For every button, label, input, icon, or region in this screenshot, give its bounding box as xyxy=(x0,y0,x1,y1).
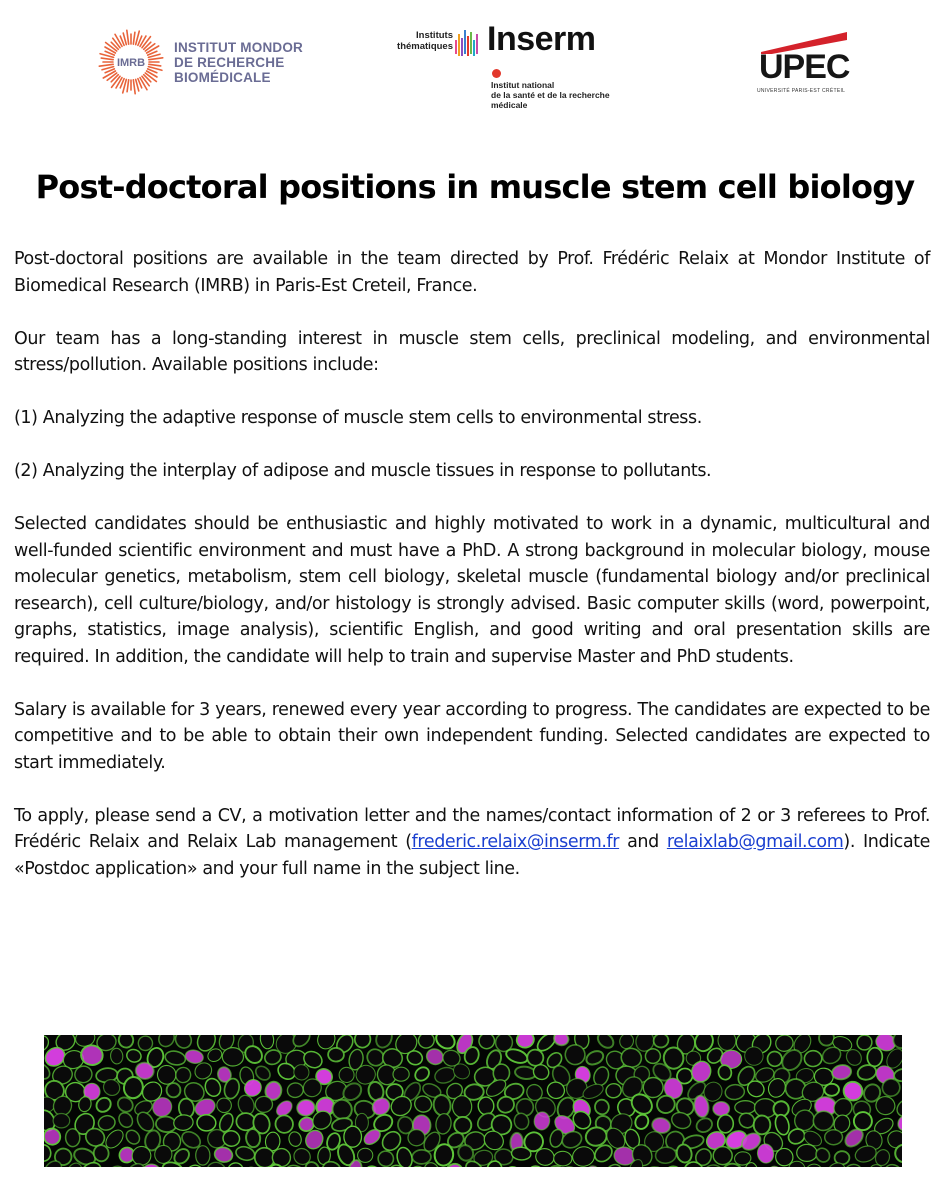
muscle-fiber xyxy=(476,1035,497,1052)
muscle-fiber xyxy=(584,1049,605,1067)
muscle-fiber xyxy=(222,1047,244,1066)
apply-text: To apply, please send a CV, a motivation letter and the names/contact information of 2 or 3 referees to Prof. Frédéric Relaix and Relaix Lab management ( xyxy=(14,805,930,852)
muscle-fiber xyxy=(504,1166,521,1167)
muscle-fiber xyxy=(245,1128,261,1148)
imrb-emblem-icon xyxy=(98,29,164,95)
muscle-fiber xyxy=(357,1148,372,1162)
muscle-fiber xyxy=(124,1128,143,1147)
muscle-fiber xyxy=(395,1146,414,1167)
muscle-fiber xyxy=(804,1050,822,1067)
muscle-fiber xyxy=(197,1114,217,1131)
muscle-fiber xyxy=(553,1151,572,1166)
muscle-fiber xyxy=(652,1035,670,1049)
announcement-body xyxy=(14,246,930,909)
muscle-fiber xyxy=(288,1131,303,1148)
muscle-fiber xyxy=(117,1035,134,1049)
inserm-wordmark: Inserm xyxy=(487,20,596,58)
muscle-fiber xyxy=(753,1115,771,1135)
muscle-fiber xyxy=(53,1113,70,1128)
magenta-fiber xyxy=(552,1035,569,1047)
position-1-paragraph: (1) Analyzing the adaptive response of muscle stem cells to environmental stress. xyxy=(14,408,702,428)
muscle-fiber xyxy=(354,1035,372,1049)
magenta-fiber xyxy=(645,1165,668,1167)
muscle-fiber xyxy=(594,1099,610,1116)
magenta-fiber xyxy=(296,1098,316,1117)
upec-wordmark: UPEC xyxy=(759,48,850,86)
position-2-paragraph: (2) Analyzing the interplay of adipose and muscle tissues in response to pollutants. xyxy=(14,461,712,481)
email-link-inserm[interactable]: frederic.relaix@inserm.fr xyxy=(411,832,620,852)
muscle-fiber xyxy=(724,1084,745,1101)
muscle-fiber xyxy=(773,1113,791,1136)
muscle-fibers-illustration xyxy=(44,1035,902,1167)
muscle-section-image xyxy=(44,1035,902,1167)
muscle-fiber xyxy=(434,1113,452,1135)
imrb-name xyxy=(174,40,303,85)
muscle-fiber xyxy=(478,1097,495,1116)
muscle-fiber xyxy=(172,1035,194,1051)
inserm-logo xyxy=(395,20,630,110)
muscle-fiber xyxy=(166,1083,180,1097)
muscle-fiber xyxy=(717,1114,734,1133)
magenta-fiber xyxy=(515,1035,535,1049)
muscle-fiber xyxy=(110,1048,124,1065)
apply-text: ). Indicate «Postdoc application» and your full name in the subject line. xyxy=(14,832,930,879)
magenta-fiber xyxy=(766,1166,782,1167)
muscle-fiber xyxy=(164,1049,187,1066)
muscle-fiber xyxy=(393,1067,410,1082)
muscle-fiber xyxy=(735,1101,756,1115)
instituts-bars-icon xyxy=(455,28,481,58)
inserm-subtitle-line: de la santé et de la recherche médicale xyxy=(491,90,610,110)
muscle-fiber xyxy=(766,1050,784,1068)
muscle-fiber xyxy=(116,1110,135,1130)
inserm-red-dot-icon xyxy=(492,69,501,78)
intro-paragraph: Post-doctoral positions are available in the team directed by Prof. Frédéric Relaix at Mondor Institute of Biomedical Research (IMRB) in Paris-Est Creteil, France. xyxy=(14,249,930,296)
muscle-fiber xyxy=(511,1147,531,1161)
candidates-paragraph: Selected candidates should be enthusiastic and highly motivated to work in a dynamic, multicultural and well-funded scientific environment and must have a PhD. A strong background in molecular biology, mouse molecular genetics, metabolism, stem cell biology, skeletal muscle (fundamental biology and/or preclinical research), cell culture/biology, and/or histology is strongly advised. Basic computer skills (word, powerpoint, graphs, statistics, image analysis), scientific English, and good writing and oral presentation skills are required. In addition, the candidate will help to train and supervise Master and PhD students. xyxy=(14,514,930,667)
email-link-gmail[interactable]: relaixlab@gmail.com xyxy=(666,832,844,852)
apply-text: and xyxy=(619,832,667,852)
interest-paragraph: Our team has a long-standing interest in muscle stem cells, preclinical modeling, and environmental stress/pollution. Available positions include: xyxy=(14,328,930,375)
muscle-fiber xyxy=(824,1129,842,1145)
muscle-fiber xyxy=(196,1146,210,1165)
muscle-fiber xyxy=(259,1035,275,1050)
muscle-fiber xyxy=(104,1163,129,1167)
muscle-fiber xyxy=(605,1082,623,1099)
muscle-fiber xyxy=(156,1035,177,1049)
muscle-fiber xyxy=(453,1096,472,1118)
muscle-fiber xyxy=(44,1144,52,1163)
muscle-fiber xyxy=(363,1165,383,1167)
muscle-fiber xyxy=(571,1145,595,1167)
muscle-fiber xyxy=(373,1035,394,1050)
upec-subtitle: UNIVERSITÉ PARIS-EST CRÉTEIL xyxy=(757,88,846,94)
page-title: Post-doctoral positions in muscle stem cell biology xyxy=(35,168,915,206)
muscle-fiber xyxy=(664,1165,683,1167)
muscle-fiber xyxy=(853,1111,873,1131)
upec-logo xyxy=(755,30,850,102)
muscle-fiber xyxy=(412,1150,431,1164)
muscle-fiber xyxy=(328,1047,345,1062)
muscle-fiber xyxy=(255,1096,273,1113)
muscle-fiber xyxy=(65,1128,80,1147)
apply-paragraph xyxy=(14,803,930,883)
muscle-fiber xyxy=(407,1129,425,1147)
thematiques-line: thématiques xyxy=(397,41,453,52)
muscle-fiber xyxy=(818,1035,834,1046)
muscle-fiber xyxy=(595,1035,616,1051)
magenta-fiber xyxy=(184,1048,204,1064)
instituts-line: Instituts xyxy=(416,30,453,41)
muscle-fiber xyxy=(633,1113,651,1132)
inserm-subtitle xyxy=(491,80,630,110)
muscle-fiber xyxy=(125,1048,142,1064)
imrb-name-line: INSTITUT MONDOR xyxy=(174,39,303,55)
muscle-fiber xyxy=(643,1077,663,1097)
inserm-subtitle-line: Institut national xyxy=(491,80,555,90)
muscle-fiber xyxy=(713,1146,733,1165)
imrb-name-line: BIOMÉDICALE xyxy=(174,69,271,85)
salary-paragraph: Salary is available for 3 years, renewed every year according to progress. The candidates are expected to be competitive and to be able to obtain their own independent funding. Selected candidates are expected to start immediately. xyxy=(14,699,930,773)
muscle-fiber xyxy=(375,1148,396,1167)
header-logos xyxy=(0,0,950,130)
muscle-fiber xyxy=(413,1065,432,1084)
muscle-fiber xyxy=(694,1116,714,1135)
muscle-fiber xyxy=(416,1035,436,1050)
muscle-fiber xyxy=(504,1047,529,1066)
magenta-fiber xyxy=(831,1064,852,1081)
muscle-fiber xyxy=(867,1047,883,1067)
muscle-fiber xyxy=(174,1066,192,1084)
imrb-name-line: DE RECHERCHE xyxy=(174,54,285,70)
imrb-emblem-text: IMRB xyxy=(116,57,146,69)
imrb-logo xyxy=(98,28,328,96)
muscle-fiber xyxy=(286,1082,304,1099)
muscle-fiber xyxy=(454,1116,472,1134)
instituts-thematiques-label xyxy=(395,30,453,52)
muscle-fiber xyxy=(824,1083,839,1096)
magenta-fiber xyxy=(713,1102,729,1116)
muscle-fiber xyxy=(796,1144,817,1162)
